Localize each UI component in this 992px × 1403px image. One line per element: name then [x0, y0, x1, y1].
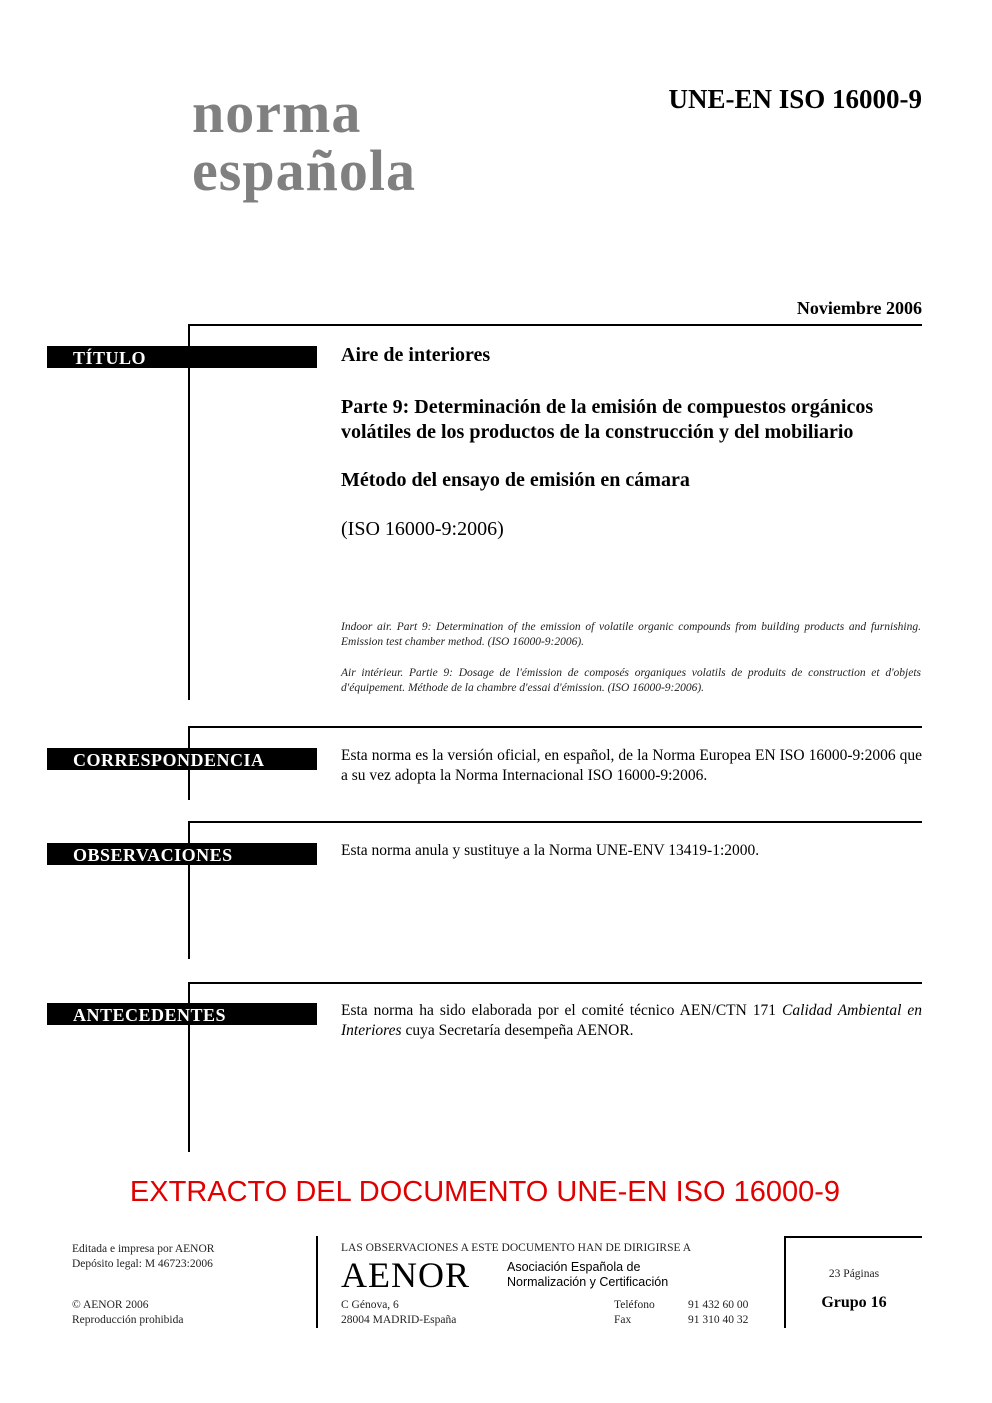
- publication-date: Noviembre 2006: [796, 298, 922, 318]
- title-main: Aire de interiores: [341, 344, 491, 366]
- footer-reproduction: Reproducción prohibida: [72, 1314, 184, 1326]
- section-rule-observaciones: [188, 821, 190, 959]
- footer-divider-right: [784, 1236, 786, 1328]
- section-label-correspondencia: CORRESPONDENCIA: [47, 748, 317, 770]
- aenor-full-line2: Normalización y Certificación: [507, 1275, 669, 1289]
- footer-address-street: C Génova, 6: [341, 1299, 399, 1311]
- footer-pages: 23 Páginas: [828, 1268, 880, 1280]
- footer-address-city: 28004 MADRID-España: [341, 1314, 457, 1326]
- brand-espanola: española: [192, 138, 416, 203]
- section-divider-antecedentes: [190, 982, 922, 984]
- footer-deposit: Depósito legal: M 46723:2006: [72, 1258, 213, 1270]
- title-english: Indoor air. Part 9: Determination of the emission of volatile organic compounds from building products and furnishing. Emission test chamber method. (ISO 16000-9:2006).: [341, 621, 921, 648]
- section-rule-titulo: [188, 324, 190, 700]
- footer-divider-left: [316, 1236, 318, 1328]
- standard-code: UNE-EN ISO 16000-9: [668, 84, 922, 114]
- section-label-observaciones: OBSERVACIONES: [47, 843, 317, 865]
- aenor-logo: AENOR: [341, 1255, 470, 1295]
- title-iso-reference: (ISO 16000-9:2006): [341, 518, 504, 540]
- section-label-antecedentes: ANTECEDENTES: [47, 1003, 317, 1025]
- footer-group: Grupo 16: [821, 1294, 887, 1311]
- aenor-full-line1: Asociación Española de: [507, 1260, 641, 1274]
- section-divider-correspondencia: [190, 726, 922, 728]
- footer-observations-note: LAS OBSERVACIONES A ESTE DOCUMENTO HAN DE DIRIGIRSE A: [341, 1242, 692, 1254]
- section-divider-titulo: [190, 324, 922, 326]
- aenor-full-name: [507, 1260, 668, 1290]
- footer-edited: Editada e impresa por AENOR: [72, 1243, 215, 1255]
- extract-notice: EXTRACTO DEL DOCUMENTO UNE-EN ISO 16000-9: [129, 1176, 841, 1208]
- footer-copyright: © AENOR 2006: [72, 1299, 149, 1311]
- footer-phone: 91 432 60 00: [688, 1299, 749, 1311]
- antecedentes-text-end: cuya Secretaría desempeña AENOR.: [401, 1022, 634, 1039]
- title-method: Método del ensayo de emisión en cámara: [341, 469, 690, 491]
- footer-fax-label: Fax: [614, 1314, 632, 1326]
- title-part: Parte 9: Determinación de la emisión de compuestos orgánicos volátiles de los productos de la construcción y del mobiliario: [341, 396, 874, 443]
- antecedentes-text-start: Esta norma ha sido elaborada por el comité técnico AEN/CTN 171: [341, 1002, 783, 1019]
- footer-box-top: [784, 1236, 922, 1238]
- section-label-titulo: TÍTULO: [47, 346, 317, 368]
- title-french: Air intérieur. Partie 9: Dosage de l'émission de composés organiques volatils de produits de construction et d'objets d'équipement. Méthode de la chambre d'essai d'émission. (ISO 16000-9:2006).: [341, 667, 921, 694]
- antecedentes-text: [341, 1001, 922, 1041]
- footer-phone-label: Teléfono: [614, 1299, 655, 1311]
- observaciones-text: Esta norma anula y sustituye a la Norma UNE-ENV 13419-1:2000.: [341, 842, 760, 859]
- committee-name: Calidad Ambiental en Interiores: [341, 1002, 923, 1039]
- brand-norma: norma: [192, 80, 362, 145]
- footer-fax: 91 310 40 32: [688, 1314, 749, 1326]
- correspondencia-text: Esta norma es la versión oficial, en español, de la Norma Europea EN ISO 16000-9:2006 que a su vez adopta la Norma Internacional ISO 16000-9:2006.: [341, 747, 922, 784]
- section-divider-observaciones: [190, 821, 922, 823]
